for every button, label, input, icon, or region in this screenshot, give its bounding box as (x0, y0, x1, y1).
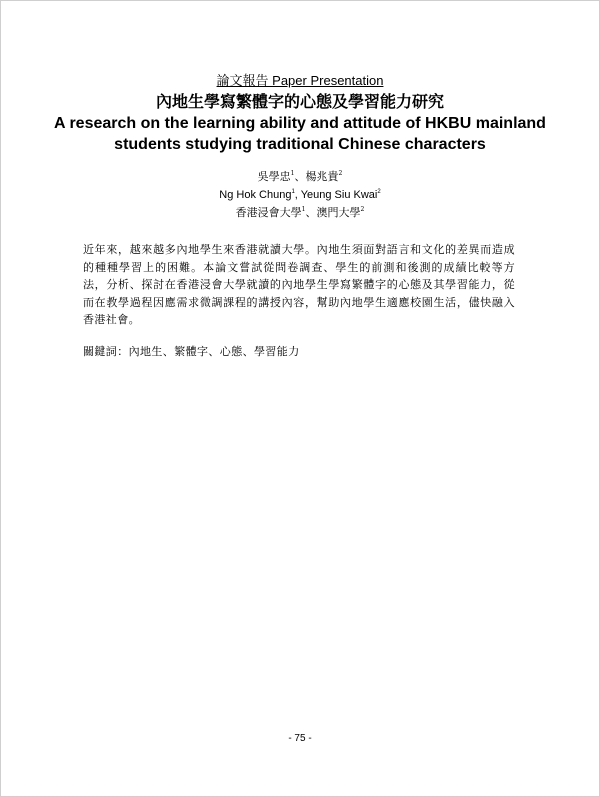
authors-english (0, 186, 600, 204)
affiliation-2-mark: 2 (360, 206, 365, 213)
chinese-title: 內地生學寫繁體字的心態及學習能力研究 (155, 92, 444, 111)
author-1-zh: 吳學忠 (257, 170, 291, 183)
author-separator-en: , (294, 189, 301, 201)
author-1-en: Ng Hok Chung (219, 189, 292, 201)
author-1-en-mark: 1 (291, 189, 295, 195)
author-2-zh-mark: 2 (338, 170, 343, 177)
abstract-paragraph: 近年來，越來越多內地學生來香港就讀大學。內地生須面對語言和文化的差異而造成的種種學習上的困難。本論文嘗試從問卷調查、學生的前測和後測的成績比較等方法，分析、探討在香港浸會大學就讀的內地學生學寫繁體字的心態及其學習能力，從而在教學過程因應需求微調課程的講授內容，幫助內地學生適應校園生活，儘快融入香港社會。 (83, 243, 515, 326)
authors-chinese (0, 168, 600, 186)
page-number: - 75 - (288, 733, 312, 744)
paper-header (0, 72, 600, 155)
affiliations (0, 204, 600, 222)
affiliation-2: 澳門大學 (316, 206, 361, 219)
author-2-zh: 楊兆貴 (305, 170, 339, 183)
author-block (0, 168, 600, 222)
author-2-en: Yeung Siu Kwai (300, 189, 378, 201)
affiliation-1: 香港浸會大學 (235, 206, 302, 219)
author-separator: 、 (294, 170, 306, 183)
author-1-zh-mark: 1 (290, 170, 295, 177)
keywords-line: 關鍵詞：內地生、繁體字、心態、學習能力 (83, 345, 300, 358)
section-label: 論文報告 Paper Presentation (216, 73, 384, 88)
affiliation-separator: 、 (305, 206, 317, 219)
english-title-line-2: students studying traditional Chinese characters (114, 136, 486, 153)
english-title (0, 113, 600, 155)
author-2-en-mark: 2 (377, 189, 381, 195)
english-title-line-1: A research on the learning ability and attitude of HKBU mainland (54, 115, 546, 132)
affiliation-1-mark: 1 (301, 206, 306, 213)
